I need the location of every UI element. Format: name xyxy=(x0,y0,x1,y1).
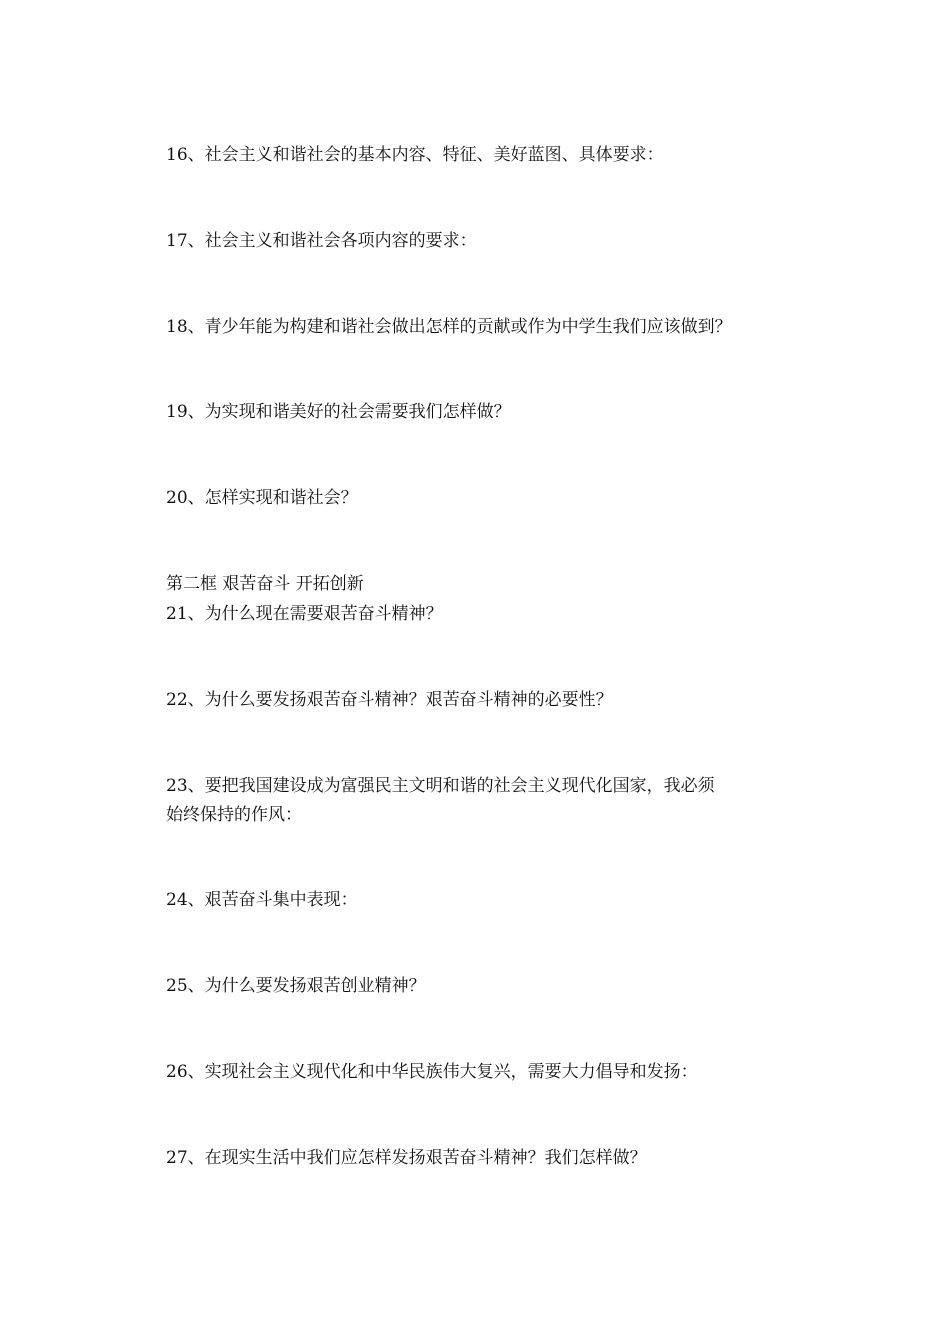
question-19: 19、为实现和谐美好的社会需要我们怎样做？ xyxy=(166,402,511,422)
question-23-line-1: 23、要把我国建设成为富强民主文明和谐的社会主义现代化国家，我必须 xyxy=(166,776,715,796)
question-20: 20、怎样实现和谐社会？ xyxy=(166,488,358,508)
question-27: 27、在现实生活中我们应怎样发扬艰苦奋斗精神？我们怎样做？ xyxy=(166,1148,647,1168)
question-21: 21、为什么现在需要艰苦奋斗精神？ xyxy=(166,604,443,624)
question-26: 26、实现社会主义现代化和中华民族伟大复兴，需要大力倡导和发扬： xyxy=(166,1062,698,1082)
question-18: 18、青少年能为构建和谐社会做出怎样的贡献或作为中学生我们应该做到？ xyxy=(166,317,732,337)
question-25: 25、为什么要发扬艰苦创业精神？ xyxy=(166,976,426,996)
section-heading: 第二框 艰苦奋斗 开拓创新 xyxy=(166,574,364,594)
question-23-line-2: 始终保持的作风： xyxy=(166,805,302,825)
question-22: 22、为什么要发扬艰苦奋斗精神？艰苦奋斗精神的必要性？ xyxy=(166,690,613,710)
question-16: 16、社会主义和谐社会的基本内容、特征、美好蓝图、具体要求： xyxy=(166,145,664,165)
question-17: 17、社会主义和谐社会各项内容的要求： xyxy=(166,231,477,251)
question-24: 24、艰苦奋斗集中表现： xyxy=(166,890,358,910)
